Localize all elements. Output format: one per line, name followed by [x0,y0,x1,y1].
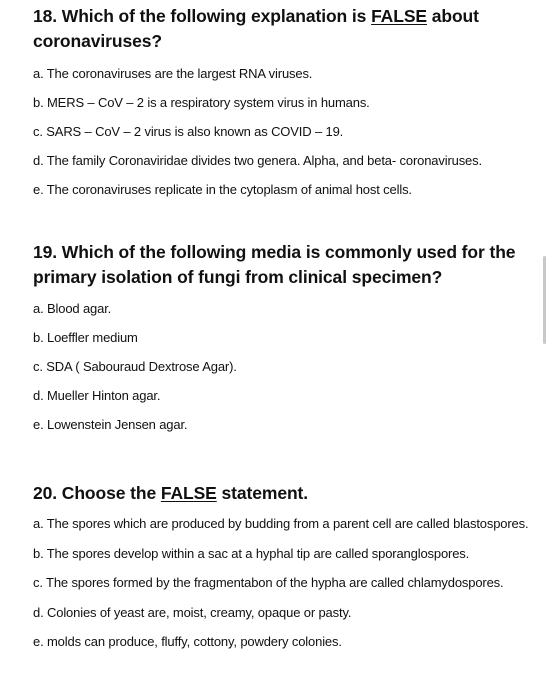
option-d: d. Mueller Hinton agar. [33,388,161,403]
question-title-text: statement. [216,483,309,503]
option-e: e. The coronaviruses replicate in the cytoplasm of animal host cells. [33,182,412,197]
question-20 [33,481,533,661]
option-c: c. SDA ( Sabouraud Dextrose Agar). [33,359,237,374]
scrollbar-thumb[interactable] [543,256,546,344]
option-b: b. Loeffler medium [33,330,138,345]
option-a: a. The coronaviruses are the largest RNA viruses. [33,66,313,81]
question-19-title [33,240,533,290]
question-20-options [33,514,533,651]
question-20-title [33,481,533,506]
question-18-options [33,64,533,199]
option-b: b. MERS – CoV – 2 is a respiratory system virus in humans. [33,95,370,110]
question-title-text: Choose the [61,483,161,503]
option-b: b. The spores develop within a sac at a hyphal tip are called sporanglospores. [33,546,470,561]
option-e: e. molds can produce, fluffy, cottony, powdery colonies. [33,634,342,649]
option-e: e. Lowenstein Jensen agar. [33,417,188,432]
option-d: d. Colonies of yeast are, moist, creamy, opaque or pasty. [33,605,352,620]
option-d: d. The family Coronaviridae divides two genera. Alpha, and beta- coronaviruses. [33,153,482,168]
question-number: 20. [33,483,58,503]
option-a: a. Blood agar. [33,301,112,316]
question-title-text: Which of the following media is commonly used for the primary isolation of fungi from clinical specimen? [33,242,516,287]
emphasis-false: FALSE [160,483,217,503]
option-a: a. The spores which are produced by budding from a parent cell are called blastospores. [33,516,529,531]
question-number: 18. [33,6,58,26]
question-19 [33,240,533,444]
question-18-title [33,4,533,54]
question-title-text: about coronaviruses? [33,6,479,51]
emphasis-false: FALSE [371,6,427,26]
question-19-options [33,299,533,434]
option-c: c. The spores formed by the fragmentabon of the hypha are called chlamydospores. [33,575,504,590]
question-number: 19. [33,242,58,262]
question-18 [33,4,533,209]
option-c: c. SARS – CoV – 2 virus is also known as COVID – 19. [33,124,344,139]
question-title-text: Which of the following explanation is [61,6,372,26]
